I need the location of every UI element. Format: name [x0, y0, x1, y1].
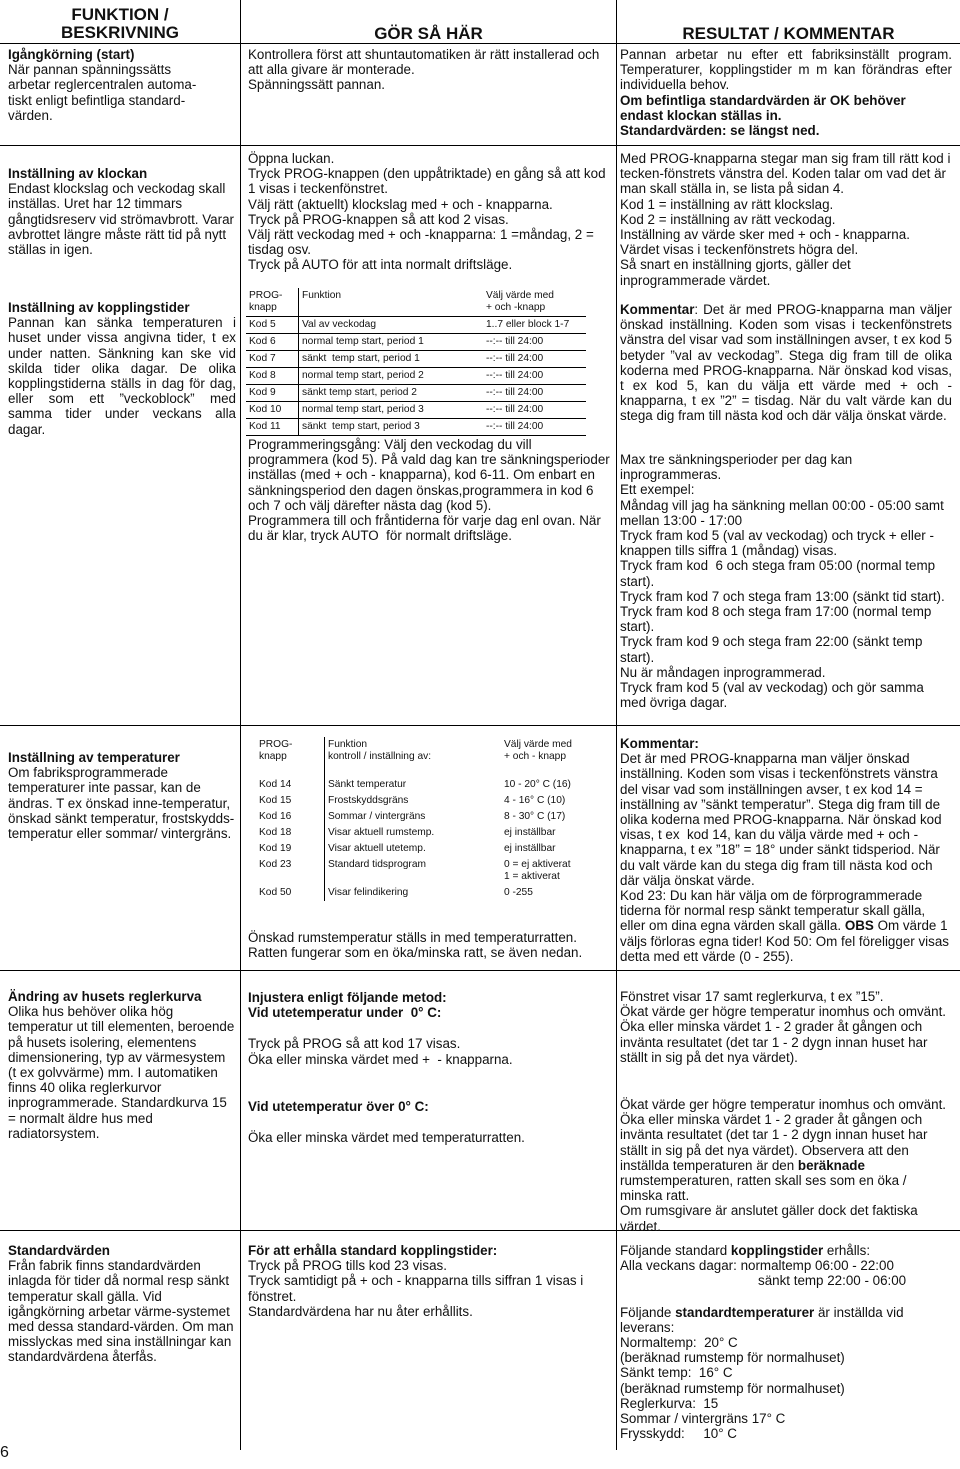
- table-cell: Kod 5: [246, 317, 299, 334]
- defaults-line-4: [620, 1305, 952, 1335]
- table-cell: --:-- till 24:00: [483, 368, 586, 385]
- defaults-result: [620, 1243, 952, 1441]
- temperatures-table-body: [256, 737, 600, 901]
- table-cell: Kod 19: [256, 841, 325, 857]
- startup-result-note: Om befintliga standardvärden är OK behöver endast klockan ställas in. Standardvärden: se längst ned.: [620, 92, 906, 139]
- table-cell: 8 - 30° C (17): [504, 811, 566, 822]
- temperatures-text: Om fabriksprogrammerade temperaturer inte passar, kan de ändras. T ex önskad inne-temperatur, önskad sänkt temperatur, frostskydds-temperatur eller sommar/ vintergräns.: [8, 765, 235, 842]
- table-header-cell: Välj värde med + och - knapp: [504, 739, 572, 762]
- table-cell: Frostskyddsgräns: [328, 795, 409, 806]
- section-divider: [0, 725, 960, 726]
- defaults-steps: [248, 1243, 610, 1319]
- table-row: [246, 351, 586, 368]
- section-divider: [0, 970, 960, 971]
- table-cell: Kod 7: [246, 351, 299, 368]
- table-header-row: [256, 737, 600, 777]
- clock-title: Inställning av klockan: [8, 166, 148, 181]
- curve-steps: [248, 990, 610, 1145]
- table-header-cell: Välj värde med + och -knapp: [483, 288, 586, 317]
- table-header-cell: Funktion kontroll / inställning av:: [328, 739, 432, 762]
- clock-description: [8, 166, 236, 257]
- table-row: [246, 368, 586, 385]
- curve-method-title: Injustera enligt följande metod: Vid utetemperatur under 0° C:: [248, 990, 447, 1021]
- header-col3: [617, 0, 960, 44]
- table-cell: normal temp start, period 1: [299, 334, 484, 351]
- defaults-line-1b: kopplingstider: [730, 1243, 824, 1258]
- obs-label: OBS: [844, 918, 874, 934]
- header-col1: [0, 0, 240, 44]
- table-cell: Kod 14: [256, 777, 325, 793]
- table-cell: --:-- till 24:00: [483, 419, 586, 436]
- table-row: [256, 777, 600, 793]
- curve-result-text-1: Fönstret visar 17 samt reglerkurva, t ex ”15”. Ökat värde ger högre temperatur inomhus och omvänt. Öka eller minska värdet 1 - 2 grader åt gången och invänta resultatet (det tar 1 - 2 dygn innan huset har ställt in sig på det nya värdet).: [620, 989, 947, 1065]
- temperatures-comment-text: Det är med PROG-knapparna man väljer önskad inställning. Koden som visas i teckenfönstrets vänstra del visar vad som inställningen avser, t ex kod 14 = inställning av ”sänkt temperatur”. Stega dig fram till de olika koderna med PROG-knapparna. När önskad kod visas, t ex kod 14, kan du välja värde med + och -knapparna, t ex ”18” = 18° under sänkt tidsperiod. När du valt värde kan du stega dig fram till nästa kod och där välja önskat värde. Kod 23: Du kan här välja om de förprogrammerade tiderna för normal resp sänkt temperatur skall gälla, eller om dina egna värden skall gälla.: [620, 751, 942, 934]
- temperatures-comment: [620, 736, 952, 964]
- table-cell: Kod 50: [256, 885, 325, 901]
- table-cell: Sommar / vintergräns: [328, 811, 426, 822]
- table-cell: Kod 23: [256, 857, 325, 885]
- defaults-line-2: Alla veckans dagar: normaltemp 06:00 - 22:00: [620, 1258, 894, 1274]
- table-cell: Visar aktuell rumstemp.: [328, 827, 435, 838]
- header-col2-text: GÖR SÅ HÄR: [374, 24, 483, 43]
- startup-steps: Kontrollera först att shuntautomatiken är rätt installerad och att alla givare är monterade. Spänningssätt pannan.: [248, 47, 600, 93]
- table-cell: Visar aktuell utetemp.: [328, 843, 426, 854]
- curve-result-text-2a: Ökat värde ger högre temperatur inomhus och omvänt. Öka eller minska värdet 1 - 2 grader åt gången och invänta resultatet (det tar 1 - 2 dygn innan huset har ställt in sig på det nya värdet). Observera att den inställda temperaturen är den: [620, 1097, 950, 1173]
- temperatures-code-table: [256, 737, 600, 901]
- table-row: [256, 841, 600, 857]
- table-cell: Kod 8: [246, 368, 299, 385]
- table-cell: sänkt temp start, period 1: [299, 351, 484, 368]
- curve-result-text-2: [620, 1097, 952, 1234]
- table-cell: sänkt temp start, period 2: [299, 385, 484, 402]
- table-cell: Kod 18: [256, 825, 325, 841]
- temperatures-description: [8, 750, 236, 841]
- defaults-line-4c: är inställda vid leverans:: [620, 1304, 904, 1335]
- table-cell: sänkt temp start, period 3: [299, 419, 484, 436]
- table-cell: ej inställbar: [504, 843, 556, 854]
- table-cell: Kod 11: [246, 419, 299, 436]
- header-col3-text: RESULTAT / KOMMENTAR: [682, 24, 895, 43]
- startup-text: När pannan spänningssätts arbetar reglercentralen automa- tiskt enligt befintliga standard- värden.: [8, 62, 197, 123]
- switchtimes-description: [8, 300, 236, 437]
- table-cell: --:-- till 24:00: [483, 334, 586, 351]
- table-cell: Sänkt temperatur: [328, 779, 407, 790]
- curve-result-text-2b: rumstemperaturen, ratten skall ses som en öka / minska ratt. Om rumsgivare är anslutet gäller dock det faktiska värdet.: [620, 1173, 918, 1234]
- table-row: [246, 419, 586, 436]
- table-cell: normal temp start, period 3: [299, 402, 484, 419]
- table-cell: --:-- till 24:00: [483, 385, 586, 402]
- curve-title: Ändring av husets reglerkurva: [8, 989, 202, 1004]
- temperatures-title: Inställning av temperaturer: [8, 750, 180, 765]
- table-row: [246, 385, 586, 402]
- table-cell: Kod 10: [246, 402, 299, 419]
- defaults-line-4a: Följande: [620, 1304, 676, 1320]
- defaults-steps-title: För att erhålla standard kopplingstider:: [248, 1243, 498, 1258]
- table-row: [256, 793, 600, 809]
- header-col2: [240, 0, 617, 44]
- defaults-title: Standardvärden: [8, 1243, 110, 1258]
- curve-above-zero-title: Vid utetemperatur över 0° C:: [248, 1098, 429, 1114]
- section-divider: [0, 145, 960, 146]
- header-col1-text: FUNKTION / BESKRIVNING: [60, 5, 180, 42]
- table-row: [246, 317, 586, 334]
- table-header-cell: Funktion: [299, 288, 484, 317]
- defaults-line-4b: standardtemperaturer: [675, 1304, 815, 1320]
- table-cell: 0 = ej aktiverat 1 = aktiverat: [504, 859, 571, 882]
- table-cell: Standard tidsprogram: [328, 859, 426, 870]
- curve-description: [8, 989, 236, 1141]
- startup-result: [620, 47, 952, 138]
- comment-label: Kommentar: [620, 302, 695, 317]
- table-row: [246, 402, 586, 419]
- table-cell: 1..7 eller block 1-7: [483, 317, 586, 334]
- startup-result-text: Pannan arbetar nu efter ett fabriksinställt program. Temperaturer, kopplingstider m m kan förändras efter individuella behov.: [620, 47, 952, 93]
- table-cell: Kod 15: [256, 793, 325, 809]
- table-row: [256, 825, 600, 841]
- calculated-bold: beräknade: [797, 1157, 865, 1173]
- temperatures-comment-label: Kommentar:: [620, 736, 699, 751]
- defaults-temperatures: Normaltemp: 20° C (beräknad rumstemp för normalhuset) Sänkt temp: 16° C (beräknad rumstemp för normalhuset) Reglerkurva: 15 Sommar / vintergräns 17° C Frysskydd: 10° C: [620, 1335, 845, 1442]
- table-header-cell: PROG- knapp: [256, 737, 325, 777]
- switchtimes-title: Inställning av kopplingstider: [8, 300, 190, 315]
- switchtimes-text: Pannan kan sänka temperaturen i huset under vissa angivna tider, t ex under natten. Sänkning kan ske vid skilda tider olika dagar. De olika kopplingstiderna ställs in dag för dag, eller som ett ”veckoblock” med samma tider under veckans alla dagar.: [8, 315, 236, 437]
- table-cell: Kod 9: [246, 385, 299, 402]
- temperatures-steps: Önskad rumstemperatur ställs in med temperaturratten. Ratten fungerar som en öka/minska ratt, se även nedan.: [248, 930, 583, 961]
- curve-method-text: Tryck på PROG så att kod 17 visas. Öka eller minska värdet med + - knapparna.: [248, 1036, 513, 1067]
- table-cell: Kod 6: [246, 334, 299, 351]
- switchtimes-example: Max tre sänkningsperioder per dag kan inprogrammeras. Ett exempel: Måndag vill jag ha sänkning mellan 00:00 - 05:00 samt mellan 13:00 - 17:00 Tryck fram kod 5 (val av veckodag) och tryck + eller - knappen tills siffra 1 (måndag) visas. Tryck fram kod 6 och stega fram 05:00 (normal temp start). Tryck fram kod 7 och stega fram 13:00 (sänkt tid start). Tryck fram kod 8 och stega fram 17:00 (normal temp start). Tryck fram kod 9 och stega fram 22:00 (sänkt temp start). Nu är måndagen inprogrammerad. Tryck fram kod 5 (val av veckodag) och gör samma med övriga dagar.: [620, 452, 945, 711]
- table-cell: 0 -255: [504, 887, 533, 898]
- clock-text: Endast klockslag och veckodag skall inställas. Uret har 12 timmars gångtidsreserv vid strömavbrott. Varar avbrottet längre måste rätt tid på nytt ställas in igen.: [8, 181, 234, 258]
- defaults-steps-text: Tryck på PROG tills kod 23 visas. Tryck samtidigt på + och - knapparna tills siffran 1 visas i fönstret. Standardvärdena har nu åter erhållits.: [248, 1258, 584, 1319]
- defaults-line-1c: erhålls:: [823, 1243, 871, 1258]
- table-cell: Kod 16: [256, 809, 325, 825]
- table-header-row: [246, 288, 586, 317]
- table-cell: normal temp start, period 2: [299, 368, 484, 385]
- defaults-line-1: [620, 1243, 952, 1258]
- table-cell: ej inställbar: [504, 827, 556, 838]
- curve-above-zero-text: Öka eller minska värdet med temperaturratten.: [248, 1130, 525, 1146]
- curve-result: [620, 989, 952, 1234]
- curve-text: Olika hus behöver olika hög temperatur ut till elementen, beroende på husets isolering, elementens dimensionering, typ av värmesystem (t ex golvvärme) mm. I automatiken finns 40 olika reglerkurvor inprogrammerade. Standardkurva 15 = normalt äldre hus med radiatorsystem.: [8, 1004, 235, 1141]
- defaults-line-1a: Följande standard: [620, 1243, 731, 1258]
- switchtimes-programming: [248, 437, 610, 543]
- defaults-text: Från fabrik finns standardvärden inlagda för tider då normal resp sänkt temperatur skall gälla. Vid igångkörning arbetar värme-systemet med dessa standard-värden. Om man misslyckas med sina inställningar kan standardvärdena återfås.: [8, 1258, 234, 1365]
- table-cell: Visar felindikering: [328, 887, 409, 898]
- startup-title: Igångkörning (start): [8, 47, 135, 62]
- table-cell: --:-- till 24:00: [483, 351, 586, 368]
- comment-text: : Det är med PROG-knapparna man väljer önskad inställning. Koden som visas i teckenfönstrets vänstra del visar vad som inställningen avser, t ex kod 5 betyder ”val av veckodag”. Stega dig fram till de olika koderna med PROG-knapparna. När önskad kod visas, t ex kod 5, kan du välja ett värde med + och - knapparna, t ex ”2” = tisdag. När du valt värde kan du stega dig fram till nästa kod och där välja önskat värde.: [620, 302, 952, 424]
- page-number: 6: [0, 1444, 9, 1461]
- obs-text: Om värde 1 väljs förloras egna tider! Kod 50: Om fel föreligger visas detta med ett värde (0 - 255).: [620, 918, 949, 964]
- table-cell: 4 - 16° C (10): [504, 795, 566, 806]
- defaults-line-3: sänkt temp 22:00 - 06:00: [758, 1273, 907, 1289]
- table-cell: --:-- till 24:00: [483, 402, 586, 419]
- table-cell: Val av veckodag: [299, 317, 484, 334]
- switchtimes-comment: [620, 302, 952, 424]
- startup-description: [8, 47, 236, 123]
- defaults-description: [8, 1243, 236, 1365]
- table-cell: 10 - 20° C (16): [504, 779, 571, 790]
- table-row: [256, 857, 600, 885]
- clock-result: Med PROG-knapparna stegar man sig fram till rätt kod i tecken-fönstrets vänstra del. Koden talar om vad det är man skall ställa in, se lista på sidan 4. Kod 1 = inställning av rätt klockslag. Kod 2 = inställning av rätt veckodag. Inställning av värde sker med + och - knapparna. Värdet visas i teckenfönstrets högra del. Så snart en inställning gjorts, gäller det inprogrammerade värdet.: [620, 151, 951, 288]
- table-row: [256, 809, 600, 825]
- switchtimes-programming-text: Programmeringsgång: Välj den veckodag du vill programmera (kod 5). På vald dag kan tre sänkningsperioder inställas (med + och - knapparna), kod 6-11. Om enbart en sänkningsperiod den dagen önskas,programmera in kod 6 och 7 och välj därefter nästa dag (kod 5). Programmera till och fråntiderna för varje dag enl ovan. När du är klar, tryck AUTO för normalt driftsläge.: [248, 437, 610, 544]
- table-header-cell: PROG- knapp: [246, 288, 299, 317]
- table-row: [246, 334, 586, 351]
- table-row: [256, 885, 600, 901]
- clock-steps: Öppna luckan. Tryck PROG-knappen (den uppåtriktade) en gång så att kod 1 visas i teckenfönstret. Välj rätt (aktuellt) klockslag med + och - knapparna. Tryck på PROG-knappen så att kod 2 visas. Välj rätt veckodag med + och -knapparna: 1 =måndag, 2 = tisdag osv. Tryck på AUTO för att inta normalt driftsläge.: [248, 151, 606, 273]
- switchtimes-table-body: [246, 288, 586, 436]
- switchtimes-code-table: [246, 288, 586, 436]
